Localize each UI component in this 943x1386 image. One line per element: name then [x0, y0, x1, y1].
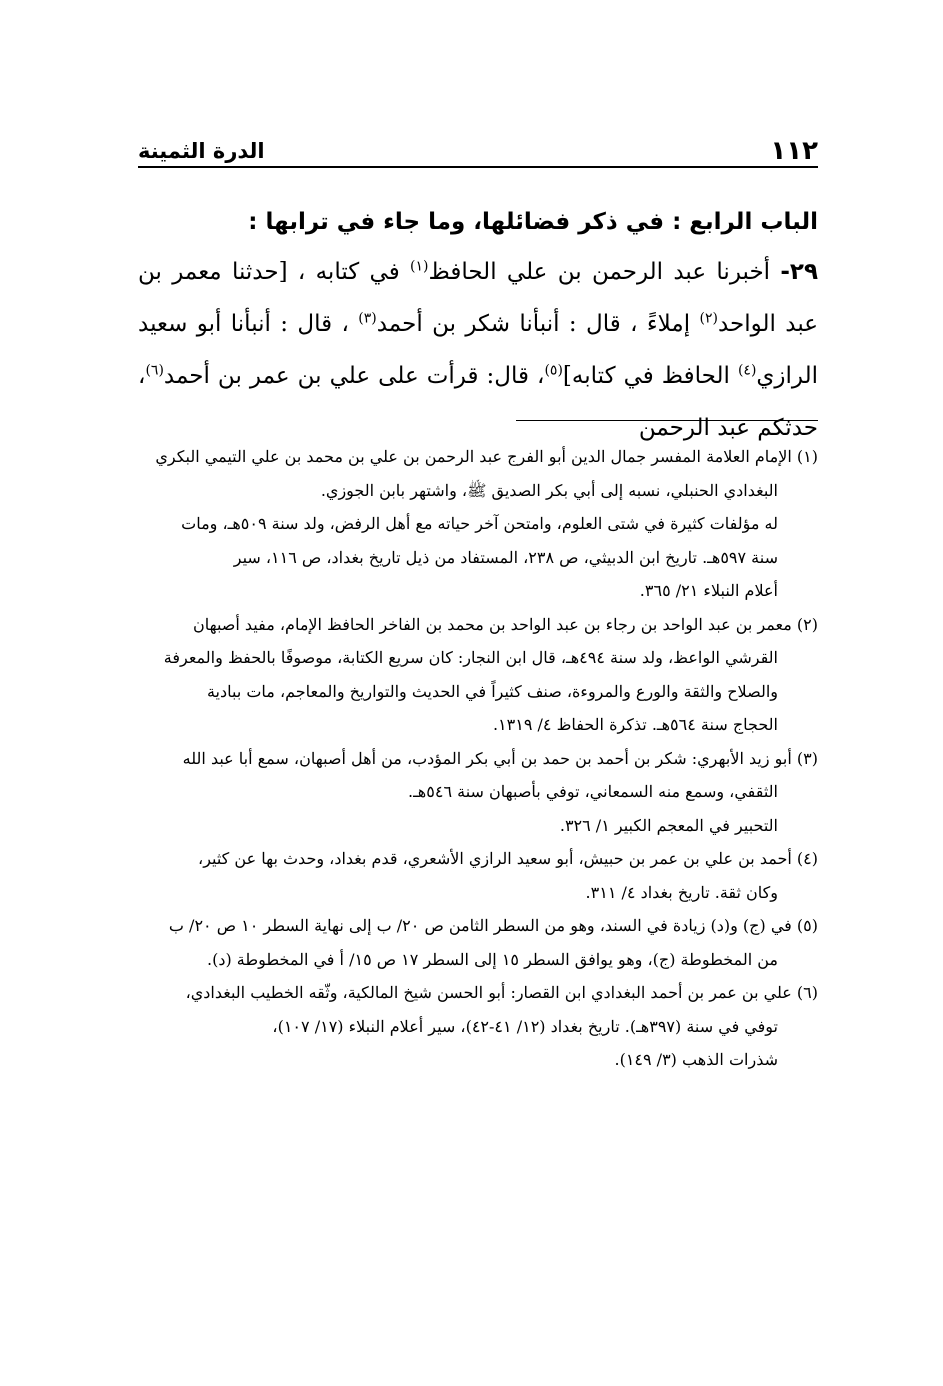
footnote-line: سنة ٥٩٧هـ. تاريخ ابن الدبيثي، ص ٢٣٨، المستفاد من ذيل تاريخ بغداد، ص ١١٦، سير: [233, 547, 778, 567]
footnote-ref: (٦): [145, 362, 164, 379]
footnote-number: (٣): [796, 748, 818, 768]
footnote-line: [138, 440, 818, 474]
footnotes: [138, 440, 818, 1077]
hadith-text: إملاءً ، قال : أنبأنا شكر بن أحمد: [376, 311, 700, 337]
footnote-line: الثقفي، وسمع منه السمعاني، توفي بأصبهان سنة ٥٤٦هـ.: [408, 782, 778, 801]
footnote-line: [138, 976, 818, 1010]
footnote-line: وكان ثقة. تاريخ بغداد ٤/ ٣١١.: [585, 882, 778, 902]
hadith-paragraph: [138, 246, 818, 454]
page-number: ١١٢: [770, 136, 818, 166]
footnote-text: أحمد بن علي بن عمر بن حبيش، أبو سعيد الرازي الأشعري، قدم بغداد، وحدث بها عن كثير،: [198, 849, 792, 868]
header-rule: [138, 166, 818, 168]
footnote-line: [138, 608, 818, 642]
footnote-line: القرشي الواعظ، ولد سنة ٤٩٤هـ، قال ابن النجار: كان سريع الكتابة، موصوفًا بالحفظ والمعرفة: [163, 648, 778, 667]
footnote-ref: (١): [410, 258, 429, 275]
footnote-line: التحبير في المعجم الكبير ١/ ٣٢٦.: [559, 815, 778, 835]
footnote-number: (٤): [796, 849, 818, 868]
footnote-line: [138, 742, 818, 776]
footnote-line: الحجاج سنة ٥٦٤هـ. تذكرة الحفاظ ٤/ ١٣١٩.: [492, 715, 778, 734]
footnote-number: (٢): [796, 614, 818, 634]
footnote-text: علي بن عمر بن أحمد البغدادي ابن القصار: أبو الحسن شيخ المالكية، وثّقه الخطيب البغدادي،: [185, 983, 792, 1002]
footnote-line: له مؤلفات كثيرة في شتى العلوم، وامتحن آخر حياته مع أهل الرفض، ولد سنة ٥٠٩هـ، ومات: [181, 514, 778, 533]
footnote-text: في (ج) و(د) زيادة في السند، وهو من السطر الثامن ص ٢٠/ ب إلى نهاية السطر ١٠ ص ٢٠/ ب: [168, 916, 792, 935]
chapter-heading: الباب الرابع : في ذكر فضائلها، وما جاء في ترابها :: [248, 209, 818, 235]
footnote-line: [138, 842, 818, 876]
hadith-text: ، قال: قرأت على علي بن عمر بن أحمد: [163, 363, 545, 389]
hadith-text: أخبرنا عبد الرحمن بن علي الحافظ: [428, 259, 781, 285]
footnote-ref: (٢): [699, 310, 718, 327]
page-header: [138, 126, 818, 166]
hadith-text: ، حدثكم عبد الرحمن: [138, 363, 818, 441]
footnote-line: شذرات الذهب (٣/ ١٤٩).: [614, 1050, 778, 1069]
footnote-line: [138, 909, 818, 943]
hadith-text: ، قال : أنبأنا أبو سعيد الرازي: [138, 311, 818, 389]
footnote-number: (١): [796, 447, 818, 466]
footnote-line: أعلام النبلاء ٢١/ ٣٦٥.: [639, 581, 778, 600]
hadith-text: في كتابه ، [حدثنا معمر بن عبد الواحد: [138, 259, 818, 337]
footnote-line: توفي في سنة (٣٩٧هـ). تاريخ بغداد (١٢/ ٤١-٤٢)، سير أعلام النبلاء (١٧/ ١٠٧)،: [272, 1016, 778, 1036]
footnote-line: البغدادي الحنبلي، نسبه إلى أبي بكر الصديق ﷺ، واشتهر بابن الجوزي.: [320, 480, 778, 500]
footnote-ref: (٤): [737, 362, 757, 379]
footnote-text: الإمام العلامة المفسر جمال الدين أبو الفرج عبد الرحمن بن علي بن محمد بن علي التيمي البكري: [155, 447, 792, 466]
footnote-number: (٥): [796, 916, 818, 935]
hadith-number: ٢٩-: [780, 259, 818, 285]
main-text: [138, 198, 818, 454]
footnote-ref: (٣): [358, 310, 377, 327]
hadith-text: الحافظ في كتابه]: [562, 363, 738, 389]
footnote-ref: (٥): [544, 362, 563, 379]
footnote-text: أبو زيد الأبهري: شكر بن أحمد بن حمد بن أبي بكر المؤدب، من أهل أصبهان، سمع أبا عبد الله: [182, 748, 792, 768]
footnote-number: (٦): [796, 983, 818, 1002]
running-title: الدرة الثمينة: [138, 139, 265, 163]
footnote-separator: [516, 420, 818, 421]
footnote-line: والصلاح والثقة والورع والمروءة، صنف كثيراً في الحديث والتواريخ والمعاجم، مات ببادية: [206, 681, 778, 701]
footnote-line: من المخطوطة (ج)، وهو يوافق السطر ١٥ إلى السطر ١٧ ص ١٥/ أ في المخطوطة (د).: [207, 949, 778, 969]
footnote-text: معمر بن عبد الواحد بن رجاء بن عبد الواحد بن محمد بن الفاخر الحافظ الإمام، مفيد أصبهان: [192, 614, 792, 634]
